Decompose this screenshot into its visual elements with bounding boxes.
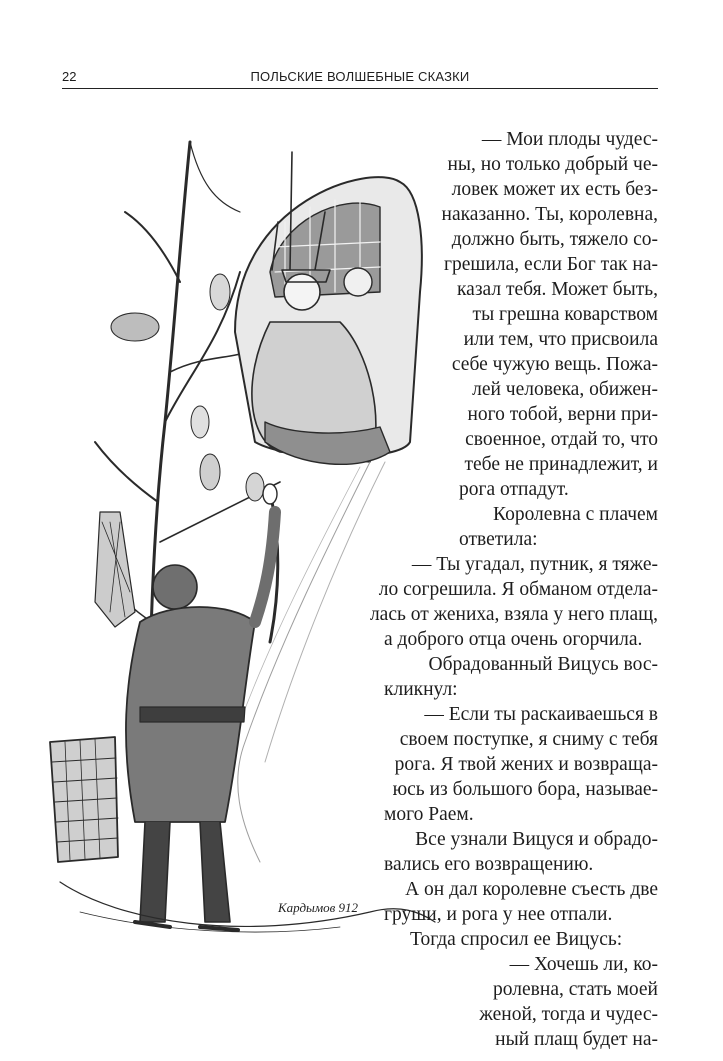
running-header [62,66,658,89]
artist-signature: Кардымов 912 [278,900,359,915]
text-line: ного тобой, верни при- [467,404,658,425]
text-line: себе чужую вещь. Пожа- [451,354,658,375]
text-line: — Мои плоды чудес- [481,129,658,150]
page-number: 22 [62,69,77,84]
text-line: — Хочешь ли, ко- [509,954,658,975]
text-line: казал тебя. Может быть, [457,279,658,300]
text-line: тебе не принадлежит, и [464,454,658,475]
text-line: кликнул: [384,679,458,700]
text-line: ответила: [459,529,538,550]
text-line: грешила, если Бог так на- [444,254,658,275]
text-line: вались его возвращению. [384,854,594,875]
text-line: а доброго отца очень огорчила. [384,629,643,650]
text-line: лей человека, обижен- [472,379,658,400]
text-line: Обрадованный Вицусь вос- [428,654,658,675]
text-line: — Ты угадал, путник, я тяже- [411,554,658,575]
text-line: ны, но только добрый че- [447,154,658,175]
text-line: мого Раем. [384,804,474,825]
text-line: — Если ты раскаиваешься в [424,704,658,725]
text-line: должно быть, тяжело со- [451,229,658,250]
text-line: рога. Я твой жених и возвраща- [394,754,658,775]
text-line: своенное, отдай то, что [465,429,658,450]
text-line: Тогда спросил ее Вицусь: [410,929,623,950]
text-line: ло согрешила. Я обманом отдела- [378,579,658,600]
text-line: женой, тогда и чудес- [479,1004,658,1025]
text-line: груши, и рога у нее отпали. [384,904,613,925]
text-line: Королевна с плачем [493,504,658,525]
text-line: своем поступке, я сниму с тебя [399,729,658,750]
text-line: ловек может их есть без- [451,179,658,200]
running-title: ПОЛЬСКИЕ ВОЛШЕБНЫЕ СКАЗКИ [250,69,470,84]
illustration [40,122,440,952]
text-line: ный плащ будет на- [495,1029,658,1050]
text-line: ты грешна коварством [472,304,658,325]
text-line: А он дал королевне съесть две [405,879,658,900]
text-line: ролевна, стать моей [493,979,658,1000]
text-line: рога отпадут. [459,479,569,500]
text-line: или тем, что присвоила [463,329,658,350]
text-line: наказанно. Ты, королевна, [441,204,658,225]
text-line: лась от жениха, взяла у него плащ, [369,604,658,625]
text-line: юсь из большого бора, называе- [392,779,658,800]
text-line: Все узнали Вицуся и обрадо- [415,829,658,850]
